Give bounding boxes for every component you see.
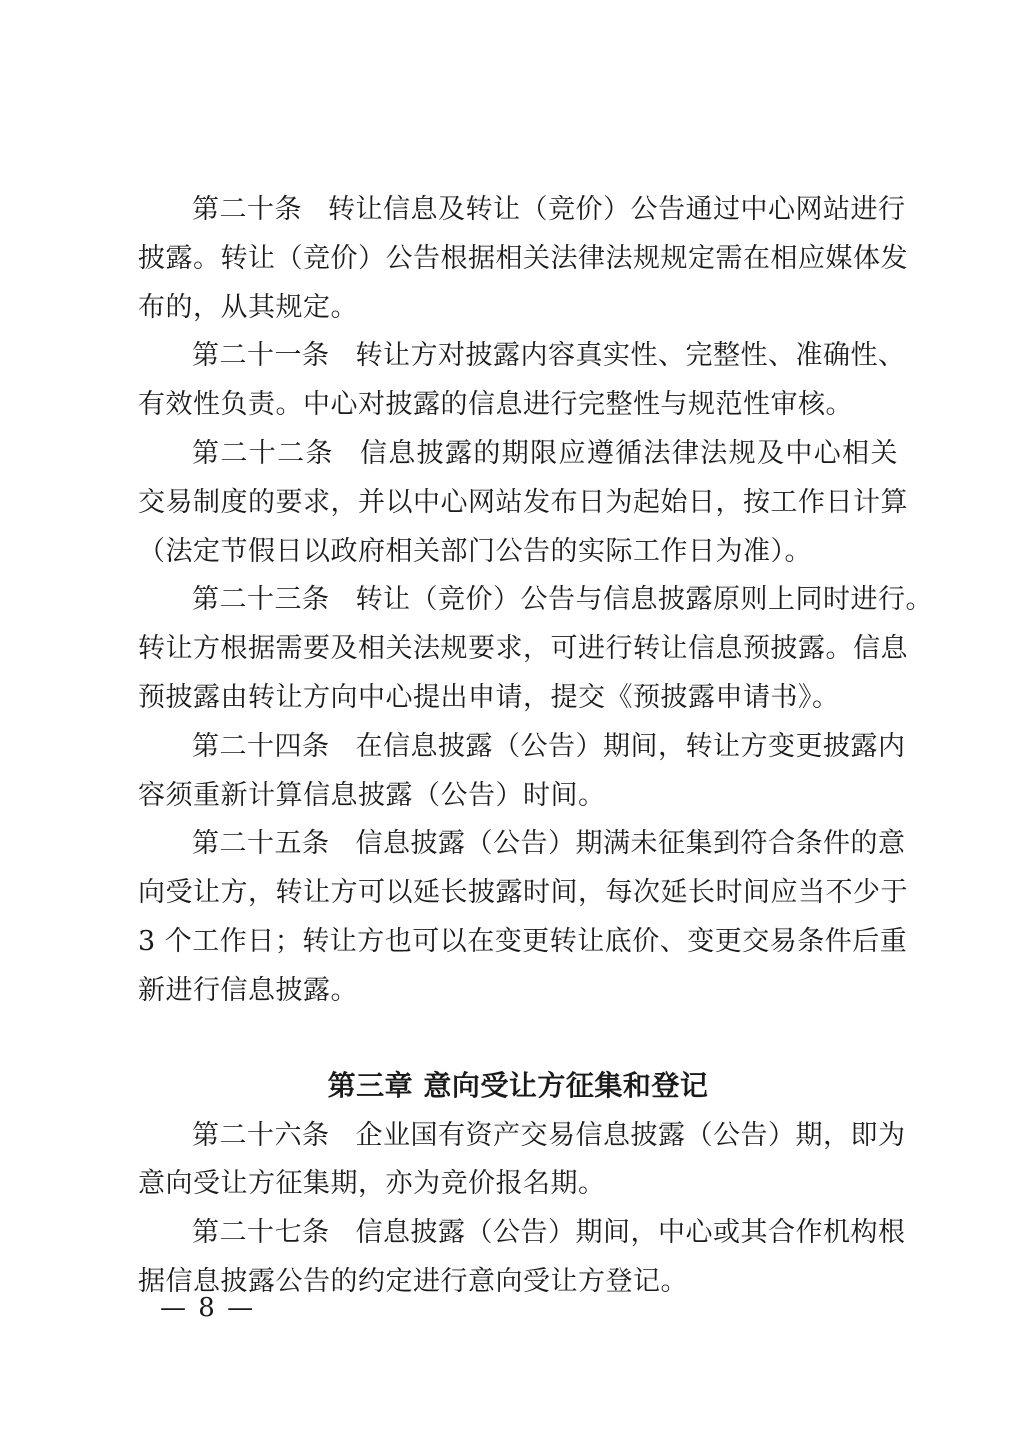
article-number: 第二十四条 [192, 730, 330, 762]
article-number: 第二十二条 [192, 437, 334, 469]
article-text: 转让信息及转让（竞价）公告通过中心网站进行 [328, 194, 906, 225]
article-22-line-2: 交易制度的要求，并以中心网站发布日为起始日，按工作日计算 [138, 486, 908, 518]
article-text: 企业国有资产交易信息披露（公告）期，即为 [355, 1119, 906, 1151]
article-20-line-2: 披露。转让（竞价）公告根据相关法律法规规定需在相应媒体发 [138, 242, 908, 274]
article-25-line-4: 新进行信息披露。 [138, 974, 358, 1006]
article-23-line-2: 转让方根据需要及相关法规要求，可进行转让信息预披露。信息 [138, 633, 908, 665]
article-text: 转让（竞价）公告与信息披露原则上同时进行。 [355, 584, 933, 616]
article-number: 第二十三条 [192, 584, 330, 616]
article-25-line-1 [138, 820, 906, 869]
article-26-line-1 [138, 1112, 906, 1161]
section-spacer [138, 1016, 898, 1060]
article-21-line-1 [138, 332, 906, 381]
article-text: 信息披露（公告）期间，中心或其合作机构根 [355, 1217, 906, 1249]
article-24-line-1 [138, 723, 906, 772]
article-27-line-1 [138, 1209, 906, 1258]
article-number: 第二十一条 [192, 340, 330, 372]
article-20-line-1 [138, 186, 906, 235]
article-number: 第二十五条 [192, 828, 330, 860]
article-text: 信息披露的期限应遵循法律法规及中心相关 [359, 437, 899, 469]
article-25-line-2: 向受让方，转让方可以延长披露时间，每次延长时间应当不少于 [138, 877, 908, 909]
page-number: — 8 — [160, 1293, 256, 1323]
document-body [138, 186, 933, 1307]
article-24-line-2: 容须重新计算信息披露（公告）时间。 [138, 779, 606, 811]
article-22-line-3: （法定节假日以政府相关部门公告的实际工作日为准）。 [138, 535, 812, 567]
article-number: 第二十条 [192, 194, 302, 225]
article-27-line-2: 据信息披露公告的约定进行意向受让方登记。 [138, 1265, 688, 1297]
article-21-line-2: 有效性负责。中心对披露的信息进行完整性与规范性审核。 [138, 389, 853, 421]
article-26-line-2: 意向受让方征集期，亦为竞价报名期。 [138, 1168, 606, 1200]
article-25-line-3: 3 个工作日；转让方也可以在变更转让底价、变更交易条件后重 [138, 925, 908, 957]
article-22-line-1 [138, 430, 898, 479]
article-number: 第二十七条 [192, 1217, 330, 1249]
chapter-heading: 第三章 意向受让方征集和登记 [327, 1068, 709, 1102]
article-number: 第二十六条 [192, 1119, 330, 1151]
article-text: 在信息披露（公告）期间，转让方变更披露内 [355, 730, 906, 762]
article-23-line-1 [138, 576, 933, 625]
article-20-line-3: 布的，从其规定。 [138, 291, 358, 323]
article-text: 信息披露（公告）期满未征集到符合条件的意 [355, 828, 906, 860]
article-23-line-3: 预披露由转让方向中心提出申请，提交《预披露申请书》。 [138, 681, 840, 713]
article-text: 转让方对披露内容真实性、完整性、准确性、 [355, 340, 906, 372]
